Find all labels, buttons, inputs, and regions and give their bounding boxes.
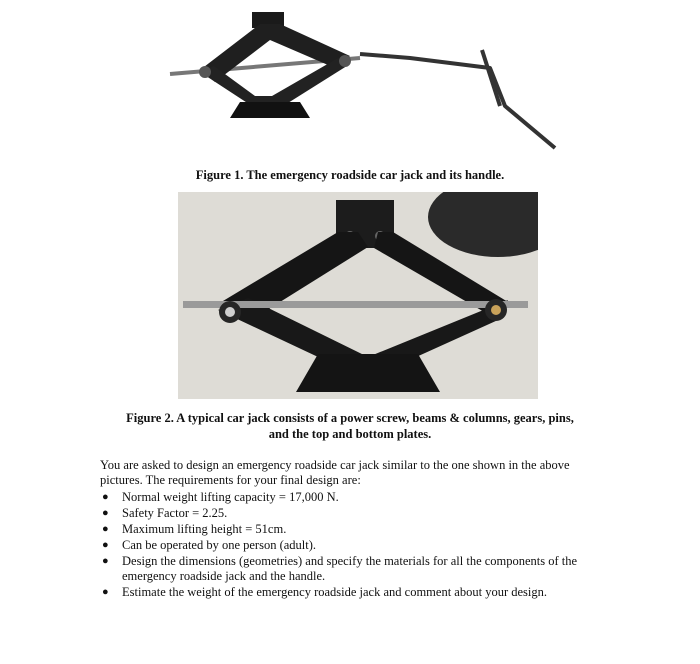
bullet-icon: ●: [102, 507, 109, 519]
list-item: [100, 490, 620, 505]
requirement-text: Maximum lifting height = 51cm.: [122, 522, 287, 536]
bullet-icon: ●: [102, 555, 109, 567]
bullet-icon: ●: [102, 523, 109, 535]
requirement-text: Safety Factor = 2.25.: [122, 506, 228, 520]
bullet-icon: ●: [102, 491, 109, 503]
list-item: [100, 506, 620, 521]
requirements-list: [100, 490, 620, 601]
requirement-text: Can be operated by one person (adult).: [122, 538, 317, 552]
list-item: [100, 522, 620, 537]
list-item: [100, 538, 620, 553]
requirement-text: Design the dimensions (geometries) and specify the materials for all the components of the emergency roadside jack and the handle.: [122, 554, 578, 583]
requirement-text: Estimate the weight of the emergency roadside jack and comment about your design.: [122, 585, 547, 599]
intro-paragraph: You are asked to design an emergency roadside car jack similar to the one shown in the above pictures. The requirements for your final design are:: [100, 458, 570, 487]
figure-2-caption-line-2: and the top and bottom plates.: [268, 427, 432, 441]
bullet-icon: ●: [102, 539, 109, 551]
figure-2-caption: [90, 410, 610, 442]
figure-2-caption-line-1: Figure 2. A typical car jack consists of a power screw, beams & columns, gears, pins,: [126, 411, 574, 425]
list-item: [100, 554, 620, 584]
list-item: [100, 585, 620, 600]
figure-1-image: [160, 6, 560, 156]
bullet-icon: ●: [102, 586, 109, 598]
figure-1-caption: Figure 1. The emergency roadside car jack and its handle.: [195, 168, 505, 182]
figure-2-image: [178, 192, 538, 399]
requirement-text: Normal weight lifting capacity = 17,000 N.: [122, 490, 339, 504]
